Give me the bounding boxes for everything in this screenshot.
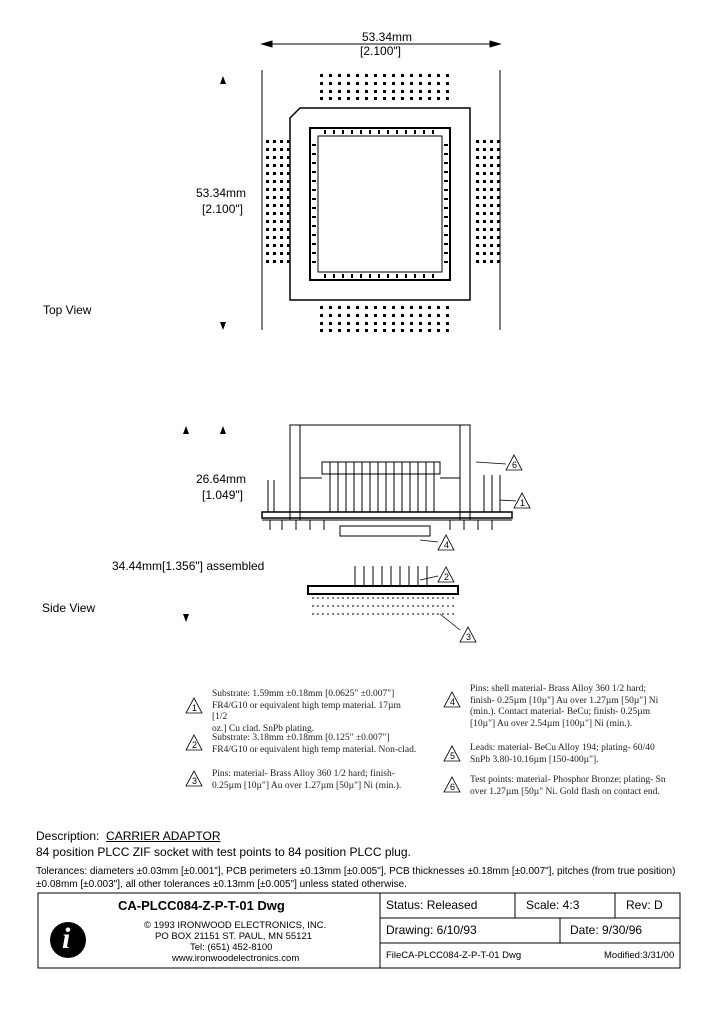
top-height-mm: 53.34mm bbox=[196, 186, 247, 200]
note-4-num: 4 bbox=[450, 697, 456, 707]
note-2: Substrate: 3.18mm ±0.18mm [0.125" ±0.007"] FR4/G10 or equivalent high temp material. Non-clad. bbox=[212, 733, 417, 755]
callout-2: 2 bbox=[444, 572, 450, 582]
description-text: 84 position PLCC ZIF socket with test points to 84 position PLCC plug. bbox=[36, 845, 411, 859]
revision: Rev: D bbox=[626, 898, 663, 912]
callout-1: 1 bbox=[520, 498, 526, 508]
top-pin-col-west bbox=[266, 140, 290, 263]
company-web: www.ironwoodelectronics.com bbox=[172, 953, 300, 964]
side-height-in: [1.049"] bbox=[202, 488, 243, 502]
logo-letter: i bbox=[62, 922, 71, 955]
note-4: Pins: shell material- Brass Alloy 360 1/2 hard; finish- 0.25µm [10µ"] Au over 1.27µm [50µ"] Ni (min.). Contact material- BeCu; finish- 0.25µm [10µ"] Au over 2.54µm [100µ"] Ni (min.). bbox=[470, 684, 659, 729]
top-width-in: [2.100"] bbox=[360, 44, 401, 58]
top-width-mm: 53.34mm bbox=[362, 30, 413, 44]
company-address: PO BOX 21151 ST. PAUL, MN 55121 bbox=[155, 931, 313, 942]
drawing-name: CA-PLCC084-Z-P-T-01 Dwg bbox=[118, 898, 285, 913]
assembled-height: 34.44mm[1.356"] assembled bbox=[112, 559, 265, 573]
company-phone: Tel: (651) 452-8100 bbox=[190, 942, 273, 953]
top-height-in: [2.100"] bbox=[202, 202, 243, 216]
tolerances-line-2: ±0.08mm [±0.003"], all other tolerances ±0.13mm [±0.005"] unless stated otherwise. bbox=[36, 879, 407, 890]
description-title: CARRIER ADAPTOR bbox=[106, 829, 221, 843]
modified-date: Modified:3/31/00 bbox=[604, 950, 675, 961]
note-3: Pins: material- Brass Alloy 360 1/2 hard; finish- 0.25µm [10µ"] Au over 1.27µm [50µ"] Ni (min.). bbox=[212, 769, 402, 791]
description-label: Description: CARRIER ADAPTOR bbox=[36, 829, 221, 843]
top-view-label: Top View bbox=[43, 303, 92, 317]
file-name: FileCA-PLCC084-Z-P-T-01 Dwg bbox=[386, 950, 522, 961]
callout-3: 3 bbox=[466, 632, 472, 642]
top-pin-row-north bbox=[320, 74, 449, 100]
side-height-mm: 26.64mm bbox=[196, 472, 247, 486]
status: Status: Released bbox=[386, 898, 478, 912]
side-height-arrows bbox=[183, 426, 226, 622]
note-1-num: 1 bbox=[192, 703, 198, 713]
note-1: Substrate: 1.59mm ±0.18mm [0.0625" ±0.007"] FR4/G10 or equivalent high temp material. 17µm [1/2 oz.] Cu clad. SnPb plating. bbox=[212, 689, 401, 734]
callout-6: 6 bbox=[512, 460, 518, 470]
top-view-extension-lines bbox=[262, 70, 500, 330]
note-3-num: 3 bbox=[192, 776, 198, 786]
top-pin-col-east bbox=[476, 140, 500, 263]
note-6: Test points: material- Phosphor Bronze; plating- Sn over 1.27µm [50µ" Ni. Gold flash on contact end. bbox=[470, 775, 666, 797]
note-6-num: 6 bbox=[450, 782, 456, 792]
top-view-package bbox=[290, 108, 470, 300]
drawing-date: Drawing: 6/10/93 bbox=[386, 923, 477, 937]
callout-4: 4 bbox=[444, 540, 450, 550]
side-view-assembly bbox=[262, 425, 512, 594]
side-view-plug-dashes bbox=[312, 598, 456, 614]
side-view-label: Side View bbox=[42, 601, 96, 615]
note-2-num: 2 bbox=[192, 740, 198, 750]
scale: Scale: 4:3 bbox=[526, 898, 580, 912]
tolerances-line-1: Tolerances: diameters ±0.03mm [±0.001"], PCB perimeters ±0.13mm [±0.005"], PCB thicknesses ±0.18mm [±0.007"], pitches (from true position) bbox=[36, 866, 676, 877]
note-5: Leads: material- BeCu Alloy 194; plating- 60/40 SnPb 3.80-10.16µm [150-400µ"]. bbox=[470, 743, 655, 765]
top-inner-pads bbox=[312, 130, 448, 278]
date: Date: 9/30/96 bbox=[570, 923, 643, 937]
note-5-num: 5 bbox=[450, 751, 456, 761]
copyright: © 1993 IRONWOOD ELECTRONICS, INC. bbox=[144, 920, 327, 931]
top-pin-row-south bbox=[320, 306, 449, 332]
